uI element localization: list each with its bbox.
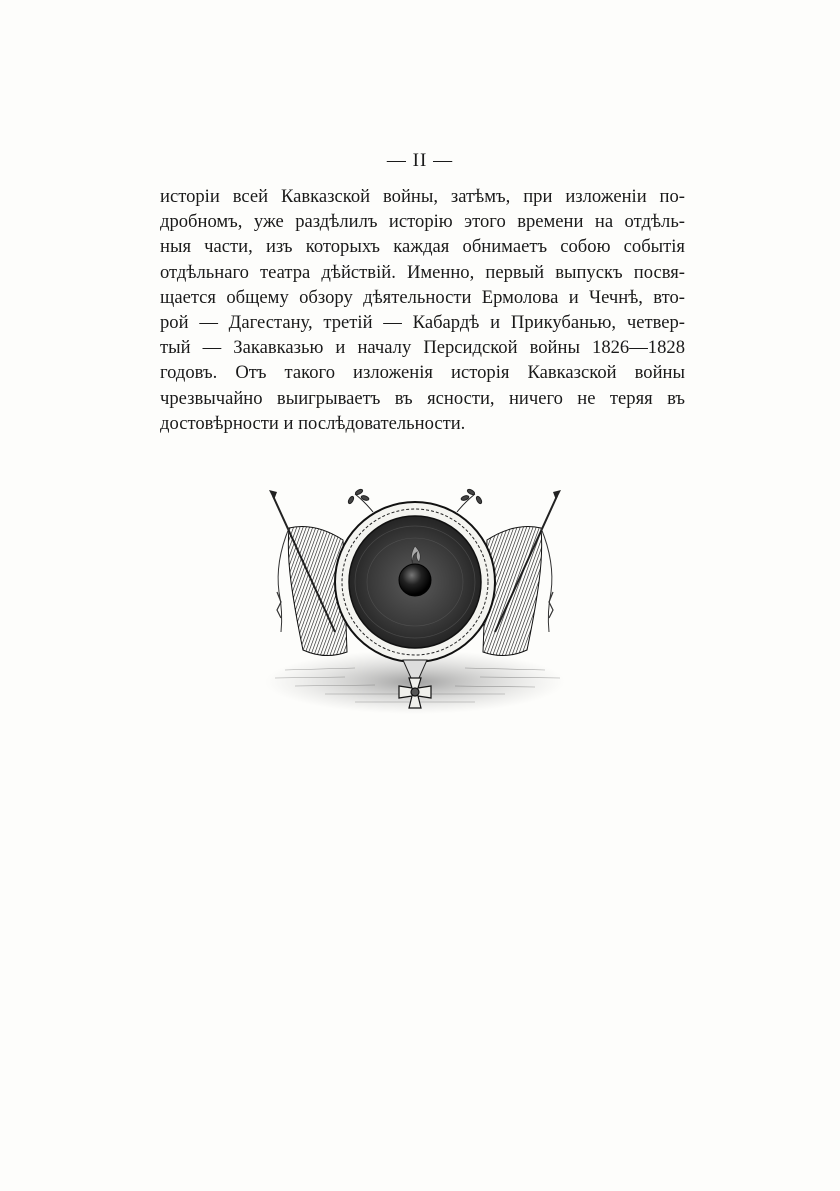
paragraph-line: ныя части, изъ которыхъ каждая обнимаетъ собою событія xyxy=(160,236,685,258)
page-number: — II — xyxy=(386,150,454,171)
paragraph-line: дробномъ, уже раздѣлилъ исторію этого времени на отдѣль- xyxy=(160,211,685,233)
paragraph-line: годовъ. Отъ такого изложенія исторія Кавказской войны xyxy=(160,362,685,384)
paragraph-line: тый — Закавказью и началу Персидской войны 1826—1828 xyxy=(160,337,685,359)
paragraph-line: щается общему обзору дѣятельности Ермолова и Чечнѣ, вто- xyxy=(160,286,685,308)
engraved-vignette-illustration xyxy=(265,482,565,718)
body-paragraph xyxy=(160,184,685,436)
paragraph-line: исторіи всей Кавказской войны, затѣмъ, при изложеніи по- xyxy=(160,186,685,207)
paragraph-line: рой — Дагестану, третій — Кабардѣ и Прикубанью, четвер- xyxy=(160,311,685,333)
paragraph-line: достовѣрности и послѣдовательности. xyxy=(160,412,466,434)
paragraph-line: отдѣльнаго театра дѣйствій. Именно, первый выпускъ посвя- xyxy=(160,261,685,283)
paragraph-line: чрезвычайно выигрываетъ въ ясности, ничего не теряя въ xyxy=(160,387,685,409)
